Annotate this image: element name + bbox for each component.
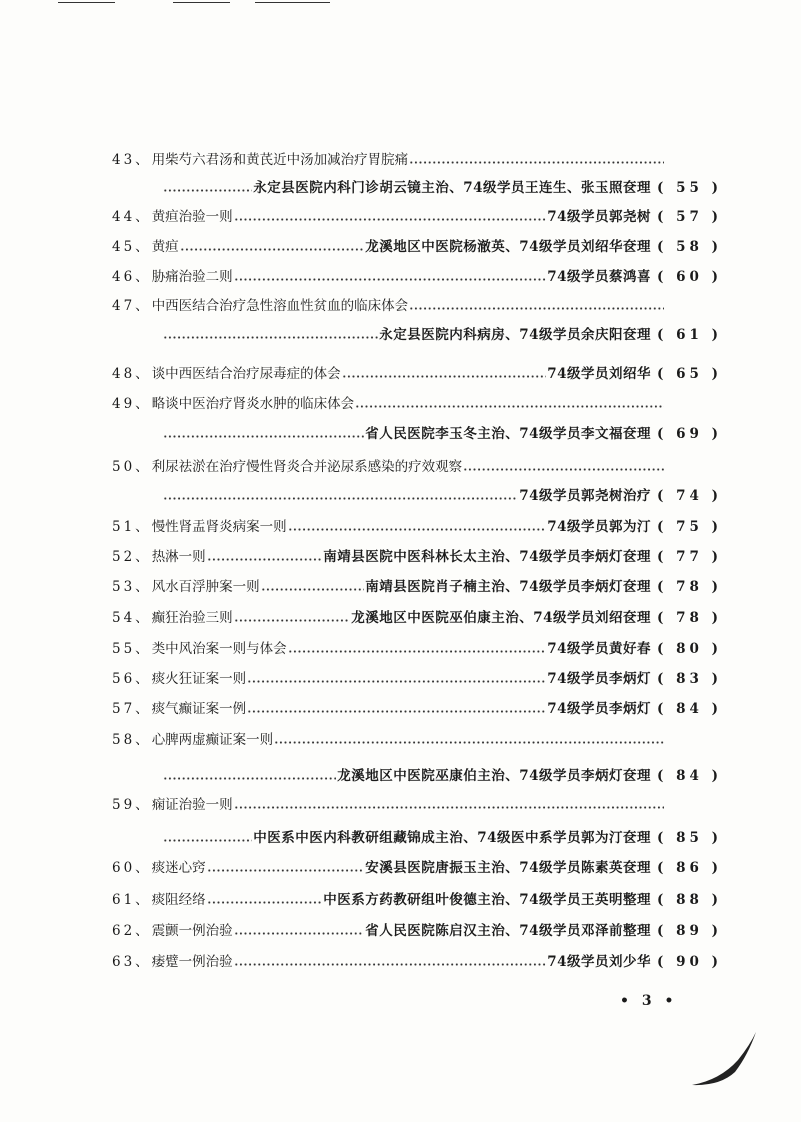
dot-leader [247,680,546,683]
toc-entry [112,362,722,382]
toc-entry [112,575,722,595]
entry-number: 61、 [112,892,152,908]
entry-page: ( 86 ) [657,860,722,876]
entry-number: 46、 [112,269,152,285]
pen-stroke-mark [690,1030,760,1090]
dot-leader [261,588,365,591]
entry-title: 胁痛治验二则 [151,269,233,285]
entry-credit: 省人民医院陈启汉主治、74级学员邓泽前整理 [365,923,652,939]
entry-credit: 74级学员蔡鸿喜 [547,269,652,285]
entry-number: 51、 [112,519,152,535]
dot-leader [234,932,365,935]
entry-title: 痰气癫证案一例 [151,701,247,717]
dot-leader [234,218,547,221]
toc-entry-continuation [162,323,722,343]
entry-page: ( 78 ) [657,610,722,626]
dot-leader [342,375,547,378]
entry-number: 43、 [112,152,152,168]
dot-leader [163,336,378,339]
entry-title: 黄疸治验一则 [151,209,233,225]
entry-credit: 龙溪地区中医院杨澈英、74级学员刘绍华奁理 [365,239,652,255]
entry-page: ( 65 ) [657,366,722,382]
entry-title: 用柴芍六君汤和黄芪近中汤加减治疗胃脘痛 [151,152,409,168]
dot-leader [234,963,547,966]
dot-leader [207,558,323,561]
toc-entry [112,265,722,285]
entry-title: 慢性肾盂肾炎病案一则 [151,519,287,535]
toc-entry-continuation [162,422,722,442]
entry-credit: 74级学员刘少华 [547,954,652,970]
entry-credit: 74级学员刘绍华 [547,366,652,382]
entry-page: ( 78 ) [657,579,722,595]
entry-number: 56、 [112,671,152,687]
entry-page: ( 61 ) [657,327,722,343]
entry-number: 57、 [112,701,152,717]
toc-entry [112,148,665,168]
dot-leader [409,307,664,310]
toc-entry [112,728,665,748]
entry-title: 略谈中医治疗肾炎水肿的临床体会 [151,396,355,412]
entry-number: 52、 [112,549,152,565]
entry-page: ( 74 ) [657,488,722,504]
toc-entry-continuation [162,176,722,196]
toc-entry [112,455,665,475]
entry-page: ( 84 ) [657,701,722,717]
entry-credit: 龙溪地区中医院巫康伯主治、74级学员李炳灯奁理 [337,768,652,784]
entry-number: 62、 [112,923,152,939]
entry-credit: 中医系方药教研组叶俊德主治、74级学员王英明整理 [323,892,652,908]
entry-number: 55、 [112,641,152,657]
toc-entry [112,235,722,255]
toc-entry [112,667,722,687]
entry-page: ( 58 ) [657,239,722,255]
entry-number: 50、 [112,459,152,475]
toc-entry [112,793,665,813]
entry-credit: 中医系中医内科教研组藏锦成主治、74级医中系学员郭为汀奁理 [253,830,652,846]
toc-entry [112,637,722,657]
toc-entry [112,392,665,412]
entry-credit: 南靖县医院中医科林长太主治、74级学员李炳灯奁理 [323,549,652,565]
dot-leader [207,869,365,872]
entry-page: ( 69 ) [657,426,722,442]
entry-title: 热淋一则 [151,549,206,565]
entry-number: 47、 [112,298,152,314]
entry-title: 痰阻经络 [151,892,206,908]
entry-page: ( 90 ) [657,954,722,970]
entry-page: ( 60 ) [657,269,722,285]
entry-title: 谈中西医结合治疗尿毒症的体会 [151,366,341,382]
entry-number: 54、 [112,610,152,626]
toc-entry-continuation [162,764,722,784]
scan-artifact-line [255,2,330,3]
scan-artifact-line [173,2,230,3]
toc-entry [112,697,722,717]
dot-leader [163,189,252,192]
entry-number: 59、 [112,797,152,813]
entry-title: 痰迷心窍 [151,860,206,876]
toc-entry [112,856,722,876]
entry-title: 类中风治案一则与体会 [151,641,287,657]
toc-entry [112,294,665,314]
entry-credit: 南靖县医院肖子楠主治、74级学员李炳灯奁理 [365,579,652,595]
entry-credit: 74级学员黄好春 [547,641,652,657]
entry-credit: 省人民医院李玉冬主治、74级学员李文福奁理 [365,426,652,442]
toc-entry [112,205,722,225]
dot-leader [409,161,664,164]
entry-number: 60、 [112,860,152,876]
toc-entry-continuation [162,826,722,846]
dot-leader [163,777,336,780]
dot-leader [355,405,664,408]
entry-title: 痿躄一例治验 [151,954,233,970]
entry-page: ( 80 ) [657,641,722,657]
entry-number: 63、 [112,954,152,970]
scan-artifact-line [58,2,115,3]
dot-leader [180,248,365,251]
entry-title: 黄疸 [151,239,179,255]
entry-page: ( 84 ) [657,768,722,784]
entry-page: ( 57 ) [657,209,722,225]
toc-entry [112,888,722,908]
dot-leader [288,528,547,531]
entry-credit: 74级学员李炳灯 [547,671,652,687]
page-number: • 3 • [620,993,678,1009]
entry-credit: 74级学员郭尧树 [547,209,652,225]
dot-leader [163,497,518,500]
entry-title: 痰火狂证案一则 [151,671,247,687]
entry-page: ( 85 ) [657,830,722,846]
entry-title: 风水百浮肿案一则 [151,579,260,595]
entry-page: ( 55 ) [657,180,722,196]
entry-title: 痫证治验一则 [151,797,233,813]
entry-number: 53、 [112,579,152,595]
entry-page: ( 83 ) [657,671,722,687]
entry-page: ( 88 ) [657,892,722,908]
dot-leader [234,619,351,622]
entry-credit: 74级学员李炳灯 [547,701,652,717]
entry-title: 震颤一例治验 [151,923,233,939]
toc-entry [112,545,722,565]
dot-leader [247,710,546,713]
entry-number: 49、 [112,396,152,412]
dot-leader [288,650,547,653]
dot-leader [207,901,323,904]
toc-entry [112,606,722,626]
dot-leader [274,741,664,744]
toc-entry-continuation [162,484,722,504]
dot-leader [163,839,252,842]
entry-credit: 74级学员郭尧树治疗 [519,488,652,504]
entry-title: 癫狂治验三则 [151,610,233,626]
entry-credit: 74级学员郭为汀 [547,519,652,535]
entry-number: 58、 [112,732,152,748]
entry-page: ( 75 ) [657,519,722,535]
entry-number: 45、 [112,239,152,255]
dot-leader [463,468,664,471]
toc-entry [112,515,722,535]
entry-page: ( 89 ) [657,923,722,939]
entry-credit: 安溪县医院唐振玉主治、74级学员陈素英奁理 [365,860,652,876]
entry-number: 44、 [112,209,152,225]
toc-entry [112,950,722,970]
entry-number: 48、 [112,366,152,382]
entry-title: 心脾两虚癫证案一则 [151,732,274,748]
entry-credit: 永定县医院内科病房、74级学员余庆阳奁理 [379,327,652,343]
dot-leader [163,435,364,438]
entry-credit: 永定县医院内科门诊胡云镜主治、74级学员王连生、张玉照奁理 [253,180,652,196]
dot-leader [234,278,547,281]
entry-credit: 龙溪地区中医院巫伯康主治、74级学员刘绍奁理 [351,610,652,626]
entry-title: 中西医结合治疗急性溶血性贫血的临床体会 [151,298,409,314]
dot-leader [234,806,664,809]
entry-title: 利尿祛淤在治疗慢性肾炎合并泌尿系感染的疗效观察 [151,459,463,475]
toc-entry [112,919,722,939]
entry-page: ( 77 ) [657,549,722,565]
